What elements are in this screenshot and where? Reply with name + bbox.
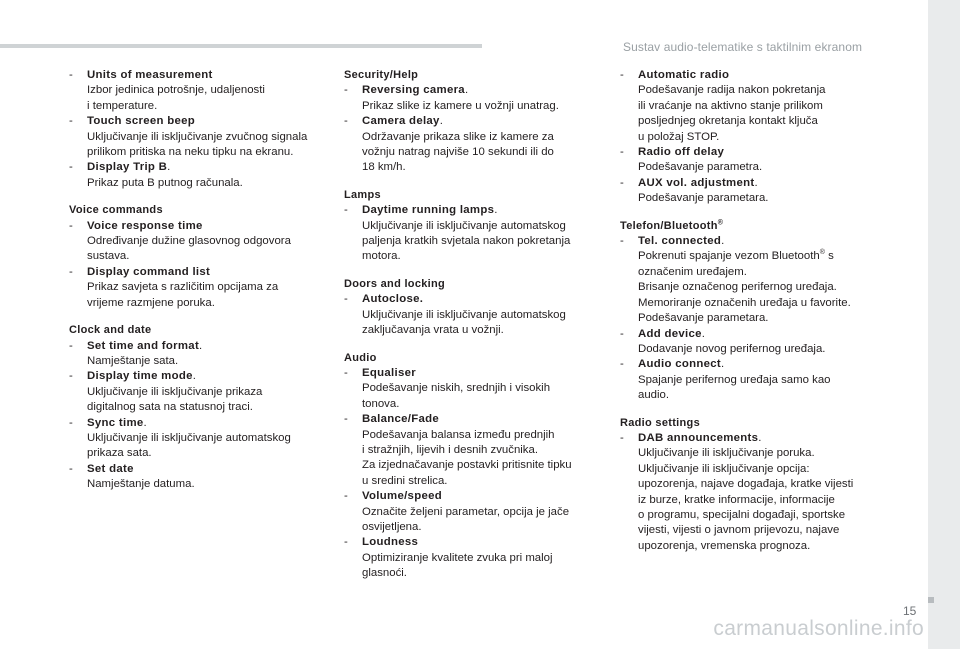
entry-title: Units of measurement <box>87 69 213 81</box>
entry-title: Set date <box>87 462 134 475</box>
entry-title-suffix: . <box>464 84 469 97</box>
entry-title: Set time and format <box>87 339 200 352</box>
section-heading: Audio <box>344 351 377 364</box>
entry-dash: - <box>344 293 348 306</box>
entry-dash: - <box>69 462 73 475</box>
entry-title: Sync time <box>87 416 144 429</box>
entry-dash: - <box>620 146 624 159</box>
entry-description: Spajanje perifernog uređaja samo kao audio. <box>638 373 831 402</box>
entry-description: Prikaz puta B putnog računala. <box>87 176 243 189</box>
entry-title-suffix: . <box>721 235 725 248</box>
left-column <box>69 68 331 505</box>
entry-equaliser <box>344 366 606 412</box>
entry-description: Uključivanje ili isključivanje zvučnog signala prilikom pritiska na neku tipku na ekranu. <box>87 130 308 159</box>
entry-units-of-measurement <box>69 68 331 114</box>
section-display-settings <box>69 68 331 191</box>
watermark: carmanualsonline.info <box>713 617 924 640</box>
entry-balance-fade <box>344 412 606 489</box>
entry-title: AUX vol. adjustment <box>638 176 755 189</box>
entry-dash: - <box>344 366 348 379</box>
entry-title-suffix: . <box>167 161 171 174</box>
section-security-help <box>344 68 606 176</box>
entry-title: Camera delay <box>362 115 440 128</box>
header-title: Sustav audio-telematike s taktilnim ekranom <box>623 40 863 54</box>
entry-dash: - <box>69 265 73 278</box>
entry-set-date <box>69 462 331 493</box>
entry-description: Izbor jedinica potrošnje, udaljenosti i temperature. <box>87 84 265 112</box>
entry-daytime-running-lamps <box>344 203 606 265</box>
entry-add-device <box>620 327 882 358</box>
entry-title: Touch screen beep <box>87 115 196 128</box>
entry-title: Equaliser <box>362 366 416 379</box>
entry-reversing-camera <box>344 83 606 114</box>
page-number: 15 <box>903 604 917 618</box>
section-heading: Lamps <box>344 188 381 201</box>
section-heading: Clock and date <box>69 324 152 337</box>
entry-dab-announcements <box>620 431 882 554</box>
entry-description: Uključivanje ili isključivanje prikaza digitalnog sata na statusnoj traci. <box>87 385 263 414</box>
right-column <box>620 68 882 566</box>
section-clock-and-date <box>69 323 331 492</box>
entry-description <box>638 249 882 326</box>
entry-dash: - <box>69 339 73 352</box>
entry-dash: - <box>69 69 73 81</box>
section-heading <box>620 219 882 234</box>
entry-display-trip-b <box>69 160 331 191</box>
section-doors-and-locking <box>344 277 606 339</box>
entry-title-suffix: . <box>192 370 196 383</box>
entry-dash: - <box>620 235 624 248</box>
entry-radio-off-delay <box>620 145 882 176</box>
section-heading: Radio settings <box>620 416 700 429</box>
entry-description: Podešavanja balansa između prednjih i stražnjih, lijevih i desnih zvučnika. Za izjednačavanje postavki pritisnite tipku u sredini strelica. <box>362 428 572 487</box>
entry-description: Uključivanje ili isključivanje automatskog paljenja kratkih svjetala nakon pokretanja motora. <box>362 219 571 263</box>
entry-dash: - <box>620 327 624 340</box>
entry-description: Uključivanje ili isključivanje automatskog zaključavanja vrata u vožnji. <box>362 308 566 337</box>
entry-description: Uključivanje ili isključivanje automatskog prikaza sata. <box>87 431 291 460</box>
entry-description: Određivanje dužine glasovnog odgovora sustava. <box>87 235 291 263</box>
entry-display-time-mode <box>69 369 331 415</box>
entry-dash: - <box>69 115 73 128</box>
page-side-strip <box>928 0 960 649</box>
page-end-marker <box>928 597 934 603</box>
entry-title-suffix: . <box>701 327 705 340</box>
entry-voice-response-time <box>69 219 331 265</box>
entry-dash: - <box>69 416 73 429</box>
entry-title: Audio connect <box>638 358 722 371</box>
entry-description: Prikaz slike iz kamere u vožnji unatrag. <box>362 99 559 112</box>
entry-title: Voice response time <box>87 219 203 232</box>
entry-description: Podešavanje radija nakon pokretanja ili vraćanje na aktivno stanje prilikom posljednjeg okretanja kontakt ključa u položaj STOP. <box>638 84 826 143</box>
entry-dash: - <box>344 536 348 549</box>
entry-camera-delay <box>344 114 606 176</box>
entry-title-suffix: . <box>754 176 758 189</box>
entry-dash: - <box>69 370 73 383</box>
entry-dash: - <box>620 431 624 444</box>
entry-dash: - <box>344 490 348 503</box>
header-rule-line <box>0 44 482 48</box>
entry-title: Radio off delay <box>638 146 725 159</box>
entry-dash: - <box>69 219 73 232</box>
entry-title: Balance/Fade <box>362 413 440 426</box>
entry-description: Podešavanje niskih, srednjih i visokih tonova. <box>362 382 551 410</box>
entry-description: Optimiziranje kvalitete zvuka pri maloj glasnoći. <box>362 551 553 580</box>
section-heading-text: Telefon/Bluetooth <box>620 219 718 232</box>
entry-title: Display time mode <box>87 370 193 383</box>
entry-title: DAB announcements <box>638 431 759 444</box>
entry-title: Volume/speed <box>362 490 442 503</box>
entry-automatic-radio <box>620 68 882 145</box>
entry-dash: - <box>620 358 624 371</box>
entry-description: Namještanje datuma. <box>87 478 195 491</box>
entry-touch-screen-beep <box>69 114 331 160</box>
middle-column <box>344 68 606 594</box>
entry-loudness <box>344 535 606 581</box>
section-heading: Security/Help <box>344 69 419 81</box>
entry-dash: - <box>344 115 348 128</box>
entry-dash: - <box>620 69 624 81</box>
entry-title: Add device <box>638 327 702 340</box>
registered-mark: ® <box>717 219 724 226</box>
entry-title: Display command list <box>87 265 211 278</box>
section-audio <box>344 351 606 582</box>
registered-mark: ® <box>819 249 825 257</box>
entry-dash: - <box>344 204 348 217</box>
entry-title: Reversing camera <box>362 84 465 97</box>
entry-title: Tel. connected <box>638 235 722 248</box>
section-heading: Doors and locking <box>344 277 446 290</box>
entry-display-command-list <box>69 265 331 311</box>
entry-title: Automatic radio <box>638 69 730 81</box>
entry-aux-vol-adjustment <box>620 176 882 207</box>
entry-tel-connected <box>620 234 882 326</box>
entry-title-suffix: . <box>721 358 725 371</box>
entry-dash: - <box>69 161 73 174</box>
entry-description-part: s označenim uređajem. Brisanje označenog perifernog uređaja. Memoriranje označenih uređaja u favorite. Podešavanje parametara. <box>638 250 851 325</box>
entry-set-time-and-format <box>69 339 331 370</box>
entry-title: Loudness <box>362 536 419 549</box>
section-radio-settings <box>620 416 882 555</box>
entry-title-suffix: . <box>199 339 203 352</box>
entry-title: Autoclose. <box>362 293 424 306</box>
section-radio-aux <box>620 68 882 207</box>
entry-title: Display Trip B <box>87 161 168 174</box>
entry-dash: - <box>620 176 624 189</box>
entry-description: Uključivanje ili isključivanje poruka. Uključivanje ili isključivanje opcija: upozorenja, najave događaja, kratke vijesti iz burze, kratke informacije, informacije o programu, specijalni događaji, sportske vijesti, vijesti o javnom prijevozu, najave upozorenja, vremenska prognoza. <box>638 447 854 552</box>
entry-description: Označite željeni parametar, opcija je jače osvijetljena. <box>362 505 570 533</box>
entry-title-suffix: . <box>494 204 498 217</box>
entry-dash: - <box>344 84 348 97</box>
entry-title: Daytime running lamps <box>362 204 495 217</box>
entry-audio-connect <box>620 357 882 403</box>
entry-title-suffix: . <box>439 115 443 128</box>
entry-title-suffix: . <box>758 431 762 444</box>
entry-description: Dodavanje novog perifernog uređaja. <box>638 342 826 355</box>
entry-description: Prikaz savjeta s različitim opcijama za vrijeme razmjene poruka. <box>87 281 279 309</box>
section-heading: Voice commands <box>69 204 163 217</box>
section-lamps <box>344 188 606 265</box>
entry-autoclose <box>344 292 606 338</box>
entry-description: Podešavanje parametra. <box>638 161 763 174</box>
section-telefon-bluetooth <box>620 219 882 404</box>
entry-description-part: Pokrenuti spajanje vezom Bluetooth <box>638 250 820 263</box>
entry-description: Podešavanje parametara. <box>638 192 769 205</box>
entry-description: Održavanje prikaza slike iz kamere za vožnju natrag najviše 10 sekundi ili do 18 km/h. <box>362 130 554 174</box>
entry-description: Namještanje sata. <box>87 354 179 367</box>
section-voice-commands <box>69 203 331 311</box>
entry-volume-speed <box>344 489 606 535</box>
entry-sync-time <box>69 416 331 462</box>
entry-dash: - <box>344 413 348 426</box>
entry-title-suffix: . <box>143 416 147 429</box>
